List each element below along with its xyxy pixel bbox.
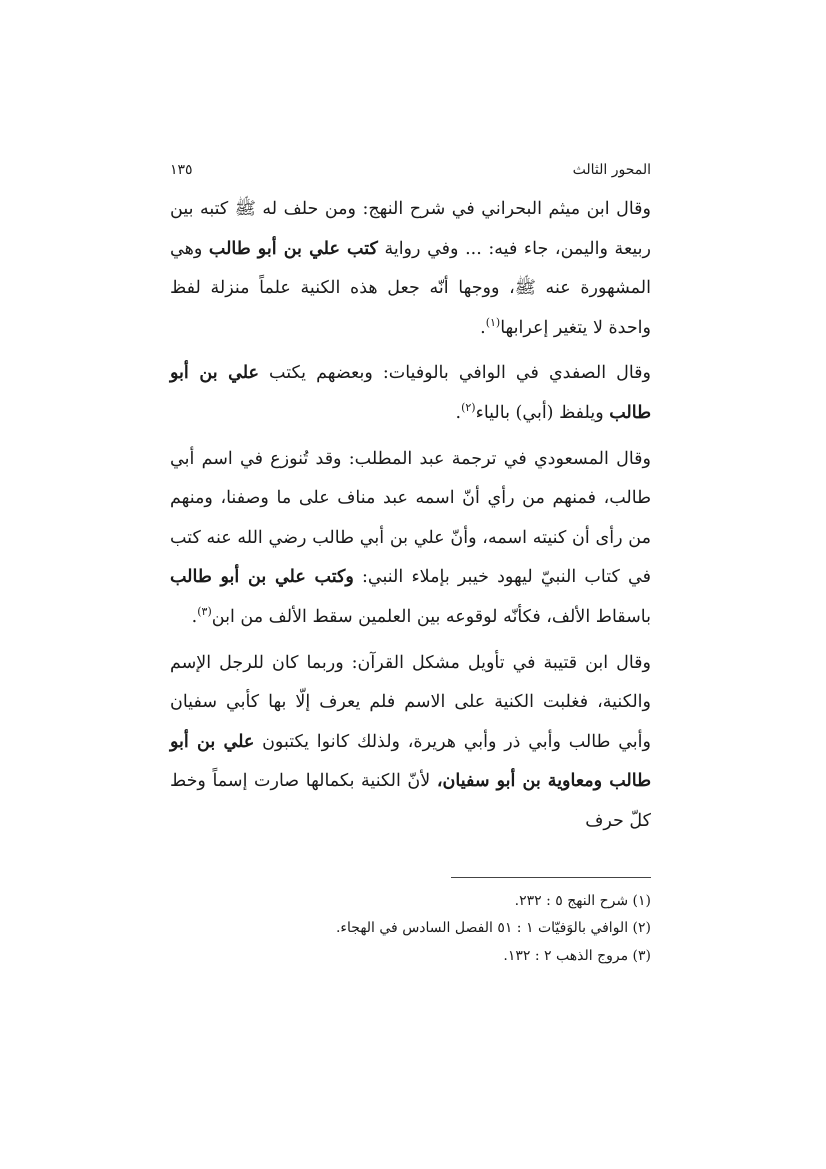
text-segment-bold: علي بن أبو طالب	[170, 363, 651, 423]
paragraph-ibn-qutayba	[170, 644, 651, 842]
text-segment: وقال المسعودي في ترجمة عبد المطلب: وقد تُنوزع في اسم أبي طالب، فمنهم من رأي أنّ اسمه عبد مناف على ما وصفنا، ومنهم من رأى أن كنيته اسمه، وأنّ علي بن أبي طالب رضي الله عنه كتب في كتاب النبيّ ليهود خيبر بإملاء النبي:	[170, 448, 651, 588]
text-segment-bold: وكتب علي بن أبو طالب	[170, 567, 354, 588]
text-segment: باسقاط الألف، فكأنّه لوقوعه بين العلمين سقط الألف من ابن	[211, 606, 651, 627]
section-title: المحور الثالث	[572, 162, 651, 178]
footnote-2: (٢) الوافي بالوَفيّات ١ : ٥١ الفصل السادس في الهجاء.	[335, 920, 651, 936]
text-segment: وقال الصفدي في الوافي بالوفيات: وبعضهم يكتب	[258, 363, 651, 384]
text-segment: وقال ابن ميثم البحراني في شرح النهج: ومن حلف له ﷺ كتبه بين ربيعة واليمن، جاء فيه: ... وفي رواية	[170, 199, 651, 259]
paragraph-safadi	[170, 354, 651, 433]
paragraph-ending: .	[191, 606, 198, 627]
footnote-3: (٣) مروج الذهب ٢ : ١٣٢.	[503, 947, 651, 964]
footnote-1: (١) شرح النهج ٥ : ٢٣٢.	[514, 892, 651, 909]
paragraph-ibn-maytham	[170, 190, 651, 348]
text-segment: وهي المشهورة عنه ﷺ، ووجها أنّه جعل هذه الكنية علماً منزلة لفظ واحدة لا يتغير إعرابها	[170, 238, 651, 338]
paragraph-ending: .	[480, 317, 486, 338]
text-segment-bold: علي بن أبو طالب ومعاوية بن أبو سفيان،	[170, 731, 652, 792]
footnote-ref: (٢)	[461, 401, 476, 415]
page-number: ١٣٥	[170, 162, 193, 178]
text-segment: لأنّ الكنية بكمالها صارت إسماً وخط كلّ حرف	[170, 771, 651, 831]
text-segment-bold: كتب علي بن أبو طالب	[208, 238, 378, 259]
footnote-divider	[451, 877, 651, 878]
footnotes	[170, 888, 651, 971]
paragraph-masudi	[170, 440, 651, 638]
text-segment: وقال ابن قتيبة في تأويل مشكل القرآن: وربما كان للرجل الإسم والكنية، فغلبت الكنية على الاسم فلم يعرف إلّا بها كأبي سفيان وأبي طالب وأبي ذر وأبي هريرة، ولذلك كانوا يكتبون	[170, 652, 651, 752]
book-page	[170, 150, 651, 970]
footnote-ref: (١)	[485, 315, 501, 329]
body-text	[170, 190, 651, 842]
paragraph-ending: .	[455, 402, 462, 423]
text-segment: ويلفظ (أبي) بالياء	[475, 402, 610, 423]
running-header	[170, 150, 651, 190]
footnote-ref: (٣)	[197, 605, 212, 619]
